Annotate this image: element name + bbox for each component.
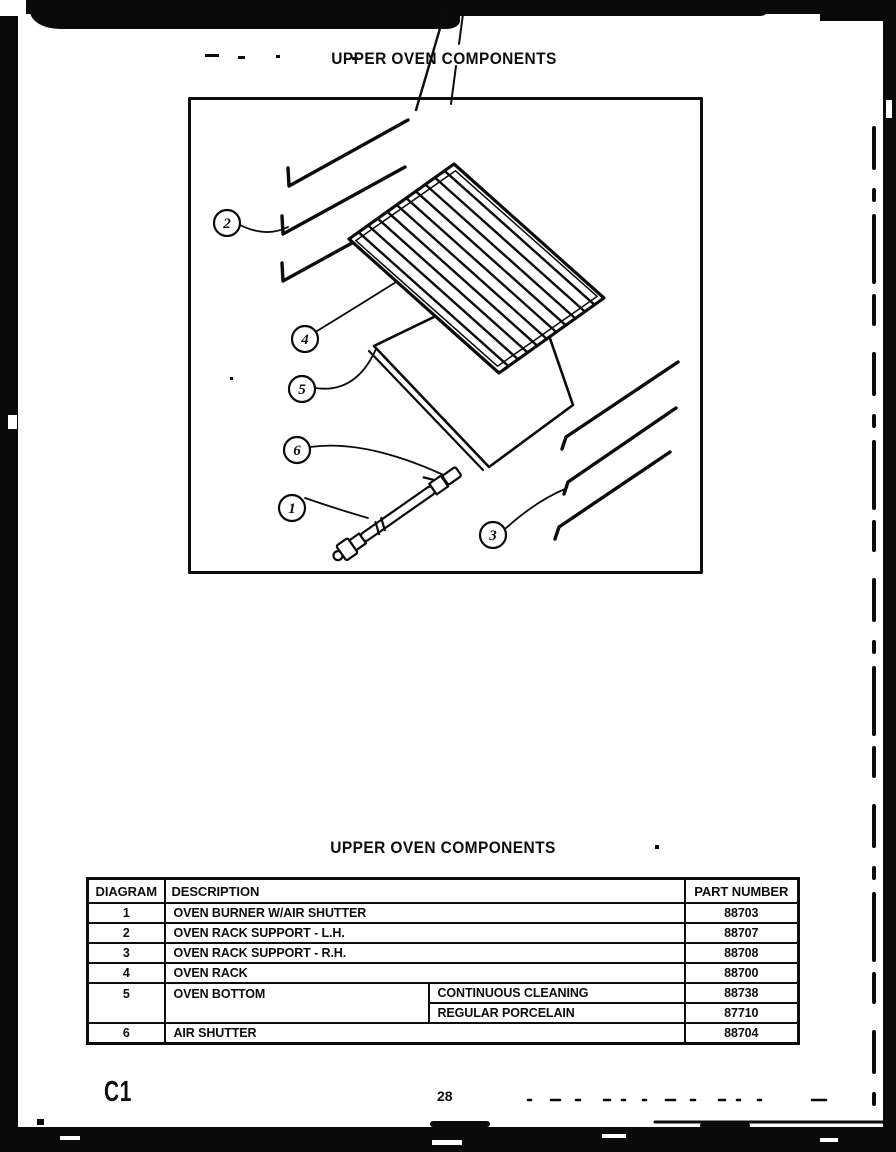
scan-speck: [276, 55, 280, 58]
scan-white-speck: [8, 415, 17, 429]
callout-6-label: 6: [293, 443, 301, 459]
part-number-cell: 88738: [685, 983, 799, 1003]
scan-speck: [655, 845, 659, 849]
footer-code: C1: [104, 1076, 133, 1108]
header-description: DESCRIPTION: [165, 879, 685, 904]
callout-3: [480, 522, 506, 548]
scan-white-speck: [820, 1138, 838, 1142]
table-title: UPPER OVEN COMPONENTS: [330, 839, 556, 858]
header-part-number: PART NUMBER: [685, 879, 799, 904]
parts-diagram-box: [188, 97, 703, 574]
table-row: [88, 923, 799, 943]
callout-2-label: 2: [223, 216, 231, 232]
diagram-number-cell: 6: [88, 1023, 165, 1044]
table-row: [88, 903, 799, 923]
callout-3-label: 3: [489, 528, 497, 544]
scan-artifact-top-blob: [30, 5, 460, 29]
description-cell: OVEN RACK: [165, 963, 685, 983]
table-row: [88, 963, 799, 983]
scan-speck: [230, 377, 233, 380]
header-diagram: DIAGRAM: [88, 879, 165, 904]
part-number-cell: 87710: [685, 1003, 799, 1023]
callout-1-label: 1: [288, 501, 296, 517]
description-cell: OVEN RACK SUPPORT - L.H.: [165, 923, 685, 943]
callout-1: [279, 495, 305, 521]
scan-speck: [700, 1123, 750, 1128]
description-cell: OVEN BOTTOM: [165, 983, 429, 1023]
scan-white-speck: [432, 1140, 462, 1145]
diagram-number-cell: 1: [88, 903, 165, 923]
table-row: [88, 1023, 799, 1044]
scan-speck: [37, 1119, 44, 1125]
scan-artifact-top-blob-2: [430, 3, 770, 16]
table-header-row: [88, 879, 799, 904]
scan-white-speck: [60, 1136, 80, 1140]
scan-artifact-right-band: [883, 8, 896, 1152]
parts-table: [86, 877, 800, 1045]
part-number-cell: 88708: [685, 943, 799, 963]
diagram-number-cell: 3: [88, 943, 165, 963]
page-number: 28: [437, 1088, 453, 1104]
part-number-cell: 88703: [685, 903, 799, 923]
diagram-number-cell: 2: [88, 923, 165, 943]
callout-5: [289, 376, 315, 402]
page-title: UPPER OVEN COMPONENTS: [331, 50, 557, 69]
table-row: [88, 983, 799, 1003]
part-number-cell: 88707: [685, 923, 799, 943]
diagram-number-cell: 4: [88, 963, 165, 983]
table-row: [88, 943, 799, 963]
description-cell: AIR SHUTTER: [165, 1023, 685, 1044]
callout-6: [284, 437, 310, 463]
scan-speck: [205, 54, 219, 57]
part-number-cell: 88700: [685, 963, 799, 983]
callout-2: [214, 210, 240, 236]
callout-4: [292, 326, 318, 352]
scan-white-speck: [602, 1134, 626, 1138]
scan-speck: [238, 56, 245, 59]
scan-speck: [430, 1121, 490, 1127]
description-cell: OVEN BURNER W/AIR SHUTTER: [165, 903, 685, 923]
variant-cell: CONTINUOUS CLEANING: [429, 983, 685, 1003]
description-cell: OVEN RACK SUPPORT - R.H.: [165, 943, 685, 963]
diagram-number-cell: 5: [88, 983, 165, 1023]
variant-cell: REGULAR PORCELAIN: [429, 1003, 685, 1023]
oven-rack-support-rh-drawing: [555, 362, 678, 539]
callout-5-label: 5: [298, 382, 306, 398]
exploded-parts-diagram: [188, 97, 703, 574]
scan-artifact-left-band: [0, 16, 18, 1152]
part-number-cell: 88704: [685, 1023, 799, 1044]
callout-4-label: 4: [301, 332, 309, 348]
scan-white-speck: [886, 100, 892, 118]
